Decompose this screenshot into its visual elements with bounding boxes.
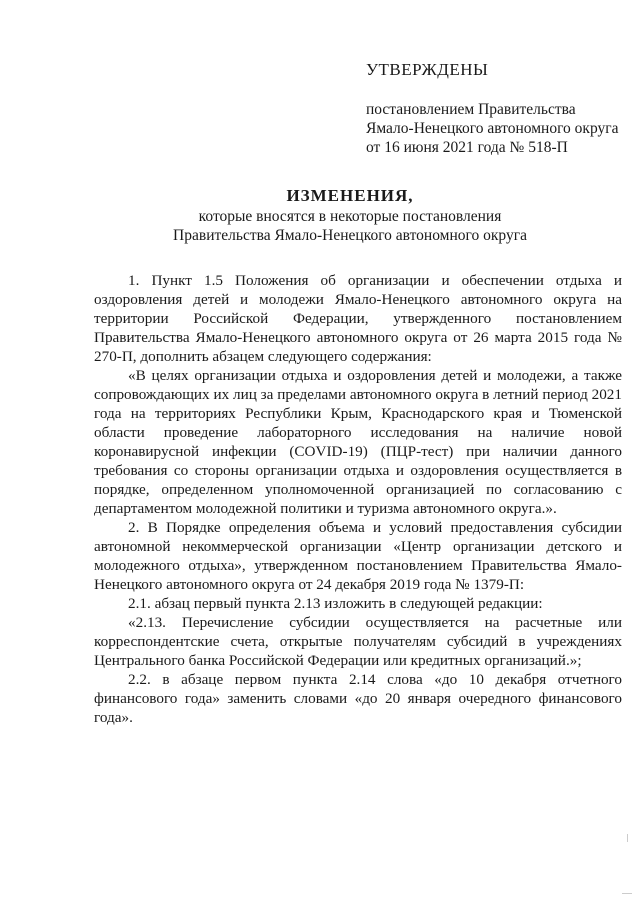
- title-subline: Правительства Ямало-Ненецкого автономного округа: [173, 227, 527, 244]
- paragraph: «2.13. Перечисление субсидии осуществляется на расчетные или корреспондентские счета, открытые получателям субсидий в учреждениях Центрального банка Российской Федерации или кредитных организаций.»;: [94, 614, 622, 669]
- title-subline: которые вносятся в некоторые постановления: [198, 208, 502, 225]
- approval-stamp: [366, 60, 628, 157]
- title-main: ИЗМЕНЕНИЯ,: [286, 186, 414, 205]
- paragraph: 2.1. абзац первый пункта 2.13 изложить в следующей редакции:: [128, 595, 543, 612]
- scan-artifact: [627, 834, 628, 842]
- scan-artifact: [622, 893, 632, 894]
- document-body: [94, 271, 622, 727]
- approval-line: Ямало-Ненецкого автономного округа: [366, 120, 619, 137]
- approval-heading: УТВЕРЖДЕНЫ: [366, 60, 489, 79]
- approval-line: от 16 июня 2021 года № 518-П: [366, 139, 568, 156]
- approval-line: постановлением Правительства: [366, 101, 576, 118]
- paragraph: 1. Пункт 1.5 Положения об организации и обеспечении отдыха и оздоровления детей и молодежи Ямало-Ненецкого автономного округа на территории Российской Федерации, утвержденного постановлением Правительства Ямало-Ненецкого автономного округа от 26 марта 2015 года № 270-П, дополнить абзацем следующего содержания:: [94, 272, 622, 365]
- document-title: [60, 185, 640, 245]
- paragraph: «В целях организации отдыха и оздоровления детей и молодежи, а также сопровождающих их лиц за пределами автономного округа в летний период 2021 года на территориях Республики Крым, Краснодарского края и Тюменской области проведение лабораторного исследования на наличие новой коронавирусной инфекции (COVID-19) (ПЦР-тест) при наличии данного требования со стороны организации отдыха и оздоровления осуществляется в порядке, определенном уполномоченной организацией по согласованию с департаментом молодежной политики и туризма автономного округа.».: [94, 367, 622, 517]
- paragraph: 2.2. в абзаце первом пункта 2.14 слова «до 10 декабря отчетного финансового года» заменить словами «до 20 января очередного финансового года».: [94, 671, 622, 726]
- paragraph: 2. В Порядке определения объема и условий предоставления субсидии автономной некоммерческой организации «Центр организации детского и молодежного отдыха», утвержденном постановлением Правительства Ямало-Ненецкого автономного округа от 24 декабря 2019 года № 1379-П:: [94, 519, 622, 593]
